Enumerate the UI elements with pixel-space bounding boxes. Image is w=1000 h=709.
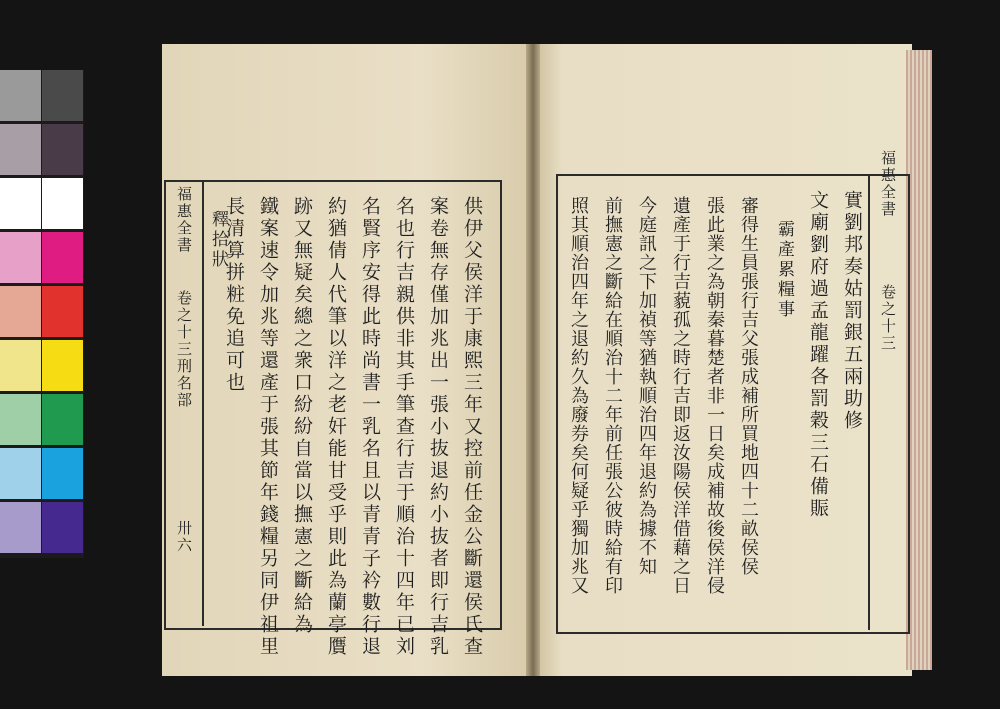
color-patch	[0, 448, 41, 499]
color-patch	[0, 340, 41, 391]
left-header-title: 福惠全書	[175, 186, 193, 254]
right-text-column: 實劉邦奏姑罰銀五兩助修	[841, 190, 863, 432]
book-gutter	[526, 44, 540, 676]
color-patch	[0, 232, 41, 283]
color-patch	[42, 340, 83, 391]
left-text-column: 鐵案速令加兆等還產于張其節年錢糧另同伊祖里	[257, 196, 279, 658]
right-text-column: 遺產于行吉藐孤之時行吉即返汝陽侯洋借藉之日	[670, 196, 691, 595]
left-text-column: 跡又無疑矣總之衆口紛紛自當以撫憲之斷給為	[291, 196, 313, 636]
color-patch	[0, 124, 41, 175]
left-section-heading: 釋拾狀	[208, 210, 228, 270]
right-header-rule	[868, 176, 870, 630]
left-text-column: 長清算拼粧免追可也	[223, 196, 245, 394]
color-patch	[42, 124, 83, 175]
color-patch	[42, 232, 83, 283]
color-patch	[42, 448, 83, 499]
right-text-column: 審得生員張行吉父張成補所買地四十二畝侯侯	[738, 196, 759, 576]
color-checker-card	[0, 70, 84, 558]
color-patch	[42, 394, 83, 445]
color-patch	[0, 394, 41, 445]
color-patch	[0, 502, 41, 553]
color-patch	[42, 286, 83, 337]
left-header-chapter: 卷之十三刑名部	[175, 290, 193, 409]
right-header-title: 福惠全書	[879, 150, 897, 218]
color-patch	[42, 70, 83, 121]
right-text-column: 文廟劉府過孟龍躍各罰穀三石備賑	[807, 190, 829, 520]
left-header-rule	[202, 182, 204, 626]
left-text-column: 約猶倩人代筆以洋之老奸能甘受乎則此為蘭亭贋	[325, 196, 347, 658]
left-text-column: 供伊父侯洋于康熙三年又控前任金公斷還侯氏查	[461, 196, 483, 658]
color-patch	[0, 70, 41, 121]
color-patch	[42, 178, 83, 229]
right-text-column: 照其順治四年之退約久為廢券矣何疑乎獨加兆又	[568, 196, 589, 595]
color-patch	[0, 178, 41, 229]
right-header-chapter: 卷之十三	[879, 284, 897, 352]
right-text-column: 前撫憲之斷給在順治十二年前任張公彼時給有印	[602, 196, 623, 595]
left-header-folio: 卅六	[175, 520, 193, 554]
right-text-column: 張此業之為朝秦暮楚者非一日矣成補故後侯洋侵	[704, 196, 725, 595]
left-text-column: 名也行吉親供非其手筆查行吉于順治十四年已刘	[393, 196, 415, 658]
left-text-column: 案卷無存僅加兆出一張小抜退約小抜者即行吉乳	[427, 196, 449, 658]
right-section-heading: 霸產累糧事	[774, 220, 794, 320]
left-text-column: 名賢序安得此時尚書一乳名且以青青子衿數行退	[359, 196, 381, 658]
right-text-column: 今庭訊之下加禎等猶執順治四年退約為據不知	[636, 196, 657, 576]
color-patch	[42, 502, 83, 553]
color-patch	[0, 286, 41, 337]
